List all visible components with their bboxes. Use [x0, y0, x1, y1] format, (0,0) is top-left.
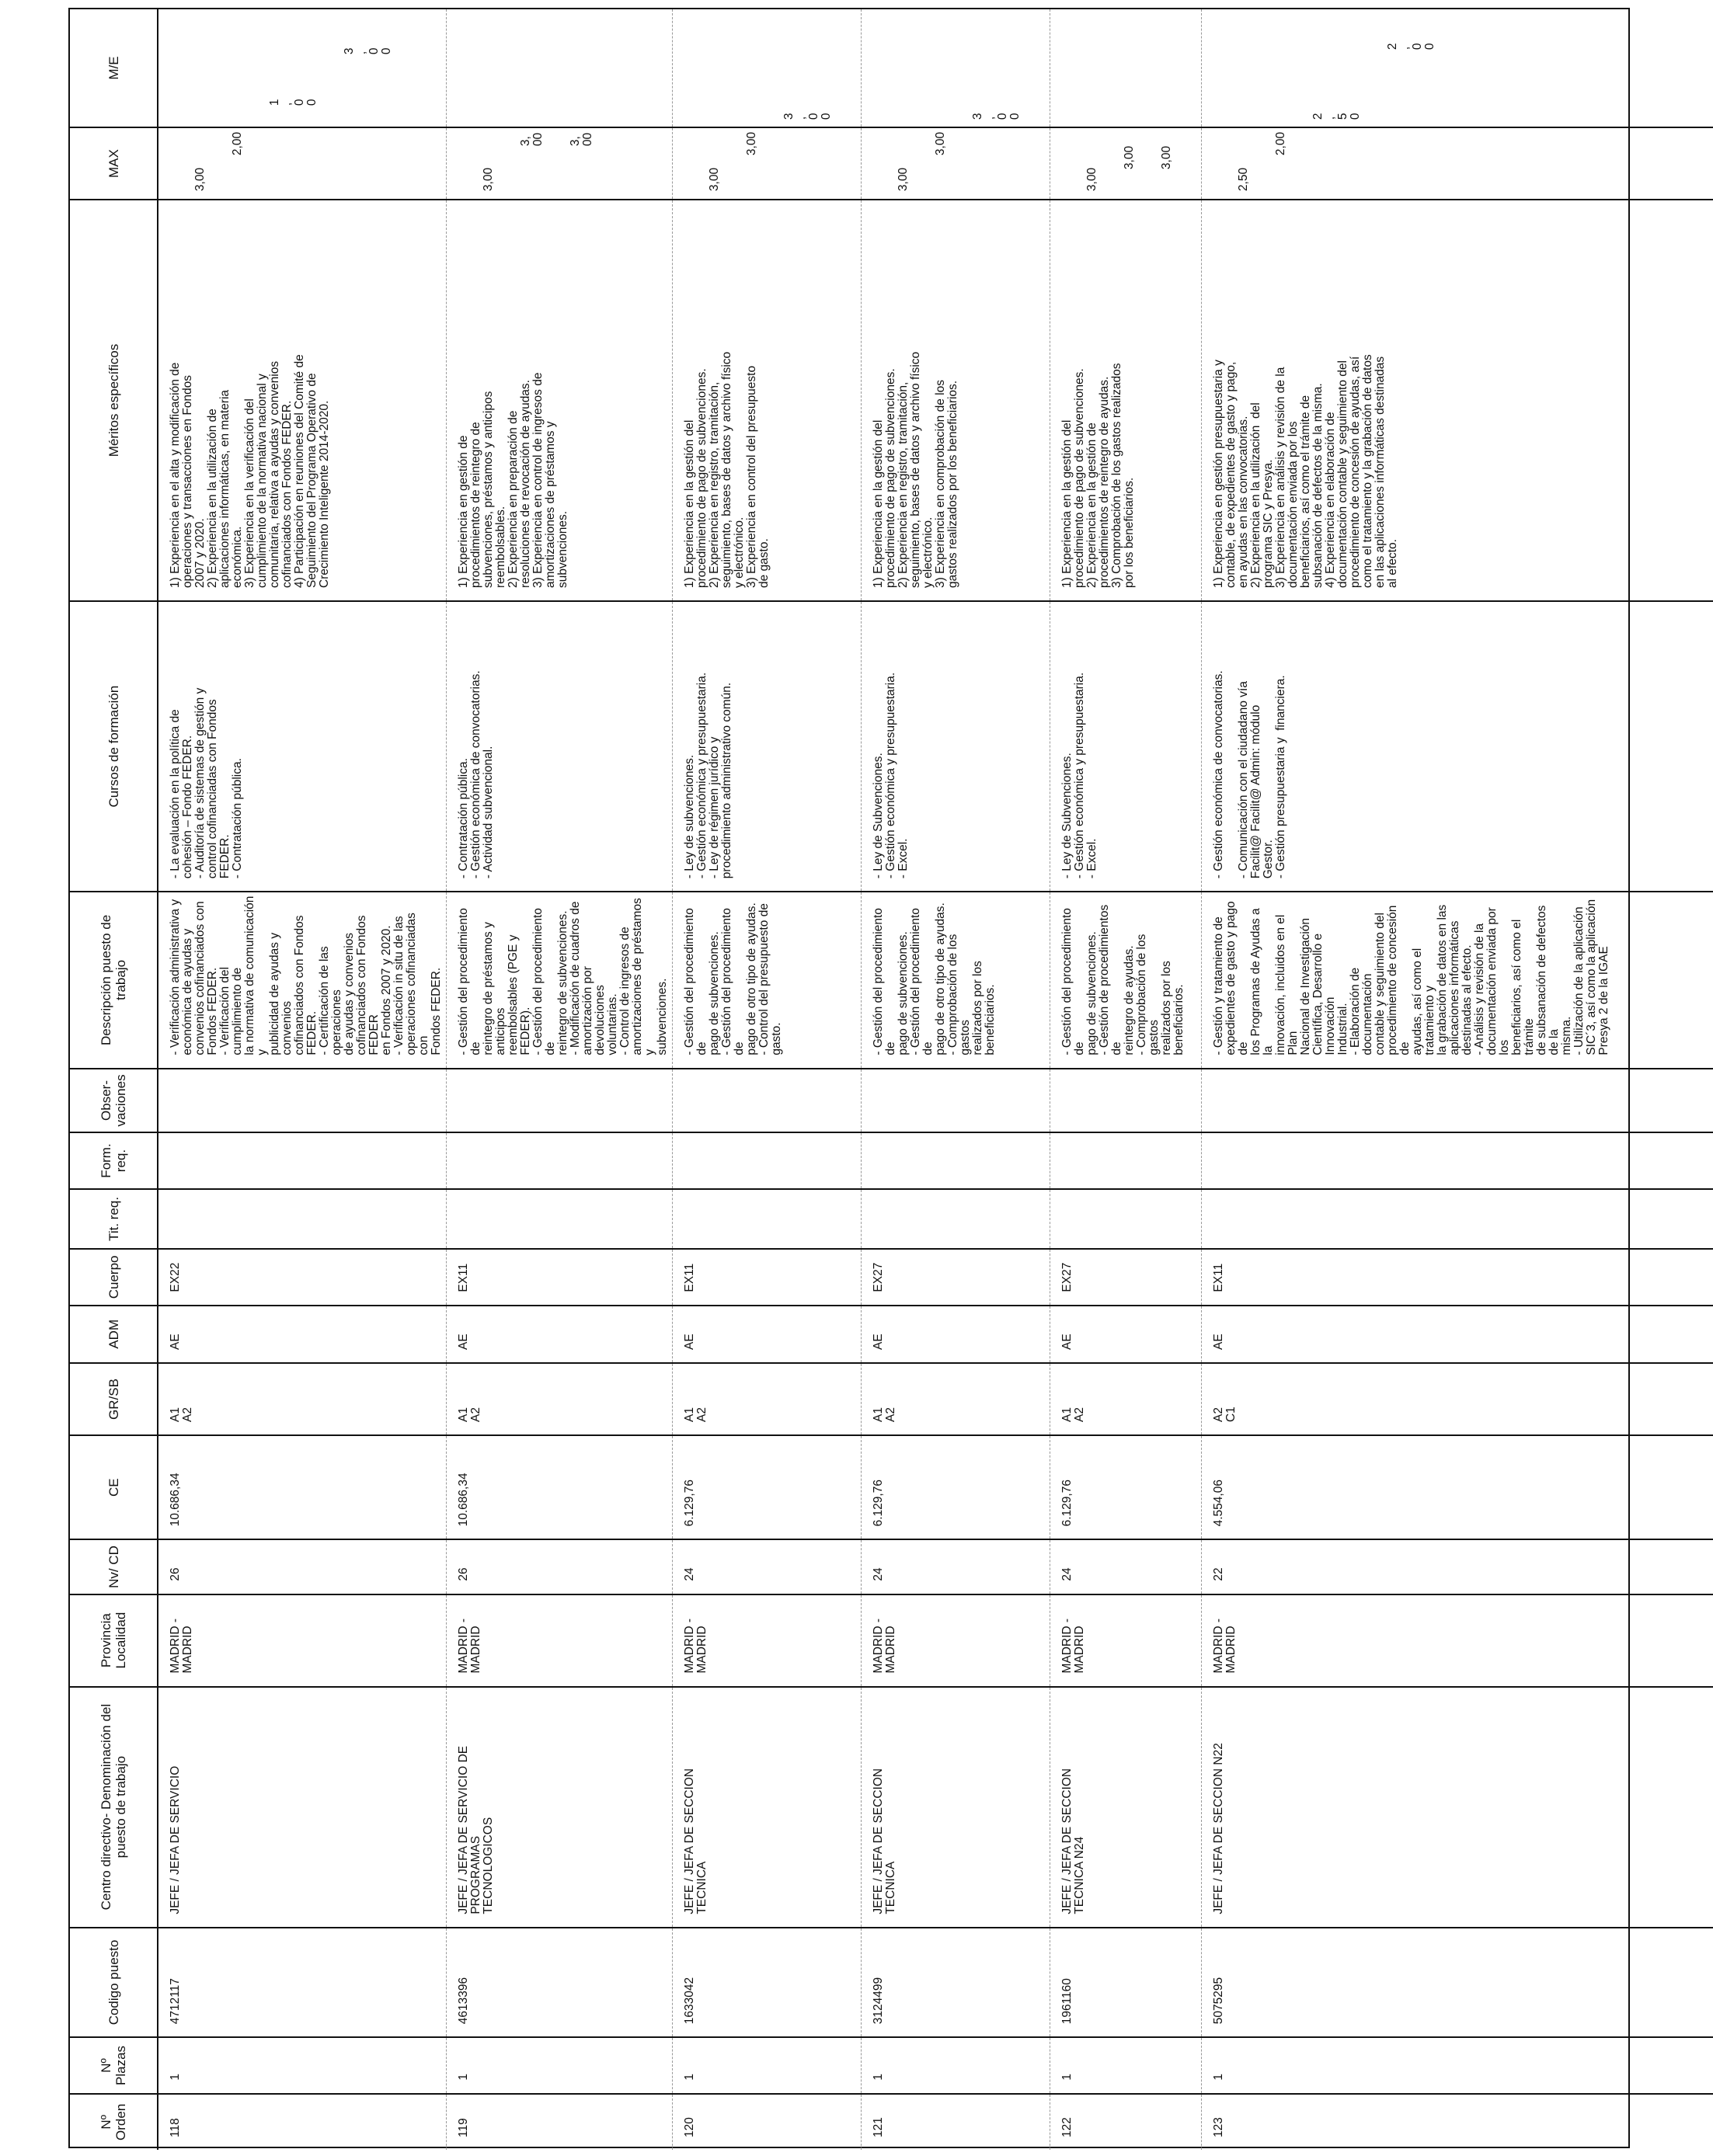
cell-provincia: MADRID - MADRID — [1050, 1594, 1202, 1687]
cell-grsb: A1 A2 — [447, 1363, 673, 1435]
cell-meritos: 1) Experiencia en la gestión del procedimiento de pago de subvenciones. 2) Experiencia en registro, tramitación, seguimiento, bases de datos y archivo físico y electrónico. 3) Experiencia en control del presupuesto de gasto. — [673, 200, 862, 601]
cell-max: 3,00 2,00 1,00 3,00 — [158, 127, 447, 200]
cell-centro: JEFE / JEFA DE SECCION TECNICA — [673, 1687, 862, 1928]
header-centro: Centro directivo- Denominación del puesto de trabajo — [70, 1687, 158, 1928]
cell-ce: 10.686,34 — [158, 1435, 447, 1539]
cell-obs — [1050, 1069, 1202, 1133]
header-max: MAX — [70, 127, 158, 200]
cell-orden: 123 — [1202, 2094, 1713, 2150]
header-tit: Tit. req. — [70, 1189, 158, 1250]
cell-provincia: MADRID - MADRID — [862, 1594, 1050, 1687]
header-cuerpo: Cuerpo — [70, 1249, 158, 1305]
cell-plazas: 1 — [862, 2037, 1050, 2093]
cell-codigo: 5075295 — [1202, 1928, 1713, 2038]
cell-orden: 122 — [1050, 2094, 1202, 2150]
cell-obs — [1202, 1069, 1713, 1133]
cell-nv: 26 — [447, 1539, 673, 1594]
header-codigo: Codigo puesto — [70, 1928, 158, 2038]
max-value: 2,50 — [1237, 167, 1250, 192]
table-row — [1050, 9, 1202, 2150]
cell-centro: JEFE / JEFA DE SECCION TECNICA — [862, 1687, 1050, 1928]
max-value: 3,00 — [1085, 167, 1098, 192]
header-cursos: Cursos de formación — [70, 601, 158, 892]
header-nv: Nv/ CD — [70, 1539, 158, 1594]
header-plazas: Nº Plazas — [70, 2037, 158, 2093]
table-row — [158, 9, 447, 2150]
cell-meritos: 1) Experiencia en el alta y modificación de operaciones y transacciones en Fondos 2007 y 2020. 2) Experiencia en la utilización de aplicaciones informáticas, en materia económica. 3) Experiencia en la verificación del cumplimiento de la normativa nacional y comunitaria, relativa a ayudas y convenios cofinanciados con Fondos FEDER. 4) Participación en reuniones del Comité de Seguimiento del Programa Operativo de Crecimiento Inteligente 2014-2020. — [158, 200, 447, 601]
header-form: Form. req. — [70, 1132, 158, 1188]
cell-grsb: A1 A2 — [158, 1363, 447, 1435]
header-row — [70, 9, 158, 2150]
cell-meritos: 1) Experiencia en la gestión del procedimiento de pago de subvenciones. 2) Experiencia en la gestión de procedimientos de reintegro de ayudas. 3) Comprobación de los gastos realizados por los beneficiarios. — [1050, 200, 1202, 601]
cell-tit — [158, 1189, 447, 1250]
cell-meritos: 1) Experiencia en gestión de procedimientos de reintegro de subvenciones, préstamos y anticipos reembolsables. 2) Experiencia en preparación de resoluciones de revocación de ayudas. 3) Experiencia en control de ingresos de amortizaciones de préstamos y subvenciones. — [447, 200, 673, 601]
cell-nv: 24 — [862, 1539, 1050, 1594]
cell-codigo: 4712117 — [158, 1928, 447, 2038]
cell-cursos: - Ley de Subvenciones. - Gestión económica y presupuestaria. - Excel. — [862, 601, 1050, 892]
cell-obs — [862, 1069, 1050, 1133]
cell-orden: 119 — [447, 2094, 673, 2150]
cell-max — [447, 127, 673, 200]
cell-me — [1050, 9, 1202, 127]
cell-provincia: MADRID - MADRID — [158, 1594, 447, 1687]
cell-orden: 121 — [862, 2094, 1050, 2150]
cell-adm: AE — [158, 1306, 447, 1363]
cell-orden: 120 — [673, 2094, 862, 2150]
cell-form — [862, 1132, 1050, 1188]
max-value: 3,00 — [482, 167, 495, 192]
header-grsb: GR/SB — [70, 1363, 158, 1435]
cell-form — [673, 1132, 862, 1188]
max-value: 3,00 — [1123, 145, 1136, 170]
rotated-table-wrapper — [70, 9, 1631, 2150]
cell-me — [862, 9, 1050, 127]
cell-tit — [862, 1189, 1050, 1250]
max-value: 3,00 — [193, 167, 207, 192]
max-value: 3,00 — [1160, 145, 1173, 170]
cell-form — [1202, 1132, 1713, 1188]
max-value: 3,00 — [934, 131, 947, 156]
cell-ce: 6.129,76 — [1050, 1435, 1202, 1539]
cell-me — [1202, 9, 1713, 127]
cell-codigo: 4613396 — [447, 1928, 673, 2038]
cell-codigo: 1961160 — [1050, 1928, 1202, 2038]
cell-form — [158, 1132, 447, 1188]
cell-descripcion: - Gestión y tratamiento de expedientes de gasto y pago de los Programas de Ayudas a la innovación, incluidos en el Plan Nacional de Investigación Científica, Desarrollo e Innovación Industrial. - Elaboración de documentación contable y seguimiento del procedimiento de concesión de ayudas, así como el tratamiento y la grabación de datos en las aplicaciones informáticas destinadas al efecto. - Análisis y revisión de la documentación enviada por los beneficiarios, así como el trámite de subsanación de defectos de la misma. - Utilización de la aplicación SIC´3, así como la aplicación Presya 2 de la IGAE — [1202, 892, 1713, 1068]
cell-adm: AE — [1202, 1306, 1713, 1363]
cell-obs — [673, 1069, 862, 1133]
cell-me — [158, 9, 447, 127]
cell-grsb: A2 C1 — [1202, 1363, 1713, 1435]
header-provincia: Provincia Localidad — [70, 1594, 158, 1687]
cell-centro: JEFE / JEFA DE SECCION TECNICA N24 — [1050, 1687, 1202, 1928]
max-value: 2,00 — [1274, 131, 1287, 156]
header-adm: ADM — [70, 1306, 158, 1363]
header-ce: CE — [70, 1435, 158, 1539]
cell-nv: 24 — [673, 1539, 862, 1594]
table-row — [862, 9, 1050, 2150]
cell-provincia: MADRID - MADRID — [1202, 1594, 1713, 1687]
table-row — [1202, 9, 1713, 2150]
cell-provincia: MADRID - MADRID — [447, 1594, 673, 1687]
cell-adm: AE — [447, 1306, 673, 1363]
table-row — [673, 9, 862, 2150]
max-value: 3,00 — [897, 167, 910, 192]
cell-codigo: 1633042 — [673, 1928, 862, 2038]
cell-cursos: - Ley de Subvenciones. - Gestión económica y presupuestaria. - Excel. — [1050, 601, 1202, 892]
cell-plazas: 1 — [447, 2037, 673, 2093]
cell-obs — [158, 1069, 447, 1133]
cell-cuerpo: EX27 — [1050, 1249, 1202, 1305]
cell-centro: JEFE / JEFA DE SERVICIO DE PROGRAMAS TECNOLOGICOS — [447, 1687, 673, 1928]
cell-ce: 4.554,06 — [1202, 1435, 1713, 1539]
cell-max: 3,00 3,00 3,00 — [862, 127, 1050, 200]
cell-descripcion: - Gestión del procedimiento de pago de subvenciones. - Gestión del procedimiento de pago de otro tipo de ayudas. - Comprobación de los gastos realizados por los beneficiarios. — [862, 892, 1050, 1068]
cell-max: 2,50 2,00 2,50 2,00 — [1202, 127, 1713, 200]
cell-centro: JEFE / JEFA DE SECCION N22 — [1202, 1687, 1713, 1928]
cell-descripcion: - Gestión del procedimiento de reintegro de préstamos y anticipos reembolsables (PGE y FEDER). - Gestión del procedimiento de reintegro de subvenciones. - Modificación de cuadros de amortización por devoluciones voluntarias. - Control de ingresos de amortizaciones de préstamos y subvenciones. — [447, 892, 673, 1068]
cell-adm: AE — [673, 1306, 862, 1363]
cell-nv: 22 — [1202, 1539, 1713, 1594]
cell-plazas: 1 — [158, 2037, 447, 2093]
header-orden: Nº Orden — [70, 2094, 158, 2150]
cell-plazas: 1 — [1050, 2037, 1202, 2093]
cell-ce: 6.129,76 — [862, 1435, 1050, 1539]
cell-obs — [447, 1069, 673, 1133]
cell-ce: 10.686,34 — [447, 1435, 673, 1539]
cell-cursos: - Gestión económica de convocatorias. - Comunicación con el ciudadano vía Facilit@ Facilit@ Admin: módulo Gestor. - Gestión presupuestaria y financiera. — [1202, 601, 1713, 892]
max-value: 3,00 — [708, 167, 721, 192]
vacancy-table — [70, 9, 1713, 2150]
max-value: 2,00 — [231, 131, 244, 156]
max-value: 3,00 — [519, 132, 545, 147]
cell-tit — [1202, 1189, 1713, 1250]
header-meritos: Méritos específicos — [70, 200, 158, 601]
cell-centro: JEFE / JEFA DE SERVICIO — [158, 1687, 447, 1928]
cell-tit — [673, 1189, 862, 1250]
cell-cursos: - La evaluación en la política de cohesión – Fondo FEDER. - Auditoría de sistemas de gestión y control cofinanciadas con Fondos FEDER. - Contratación pública. — [158, 601, 447, 892]
cell-grsb: A1 A2 — [862, 1363, 1050, 1435]
cell-cuerpo: EX11 — [447, 1249, 673, 1305]
cell-provincia: MADRID - MADRID — [673, 1594, 862, 1687]
max-value: 3,00 — [569, 132, 594, 147]
cell-cuerpo: EX11 — [673, 1249, 862, 1305]
cell-meritos: 1) Experiencia en gestión presupuestaria y contable, de expedientes de gasto y pago, en ayudas en las convocatorias. 2) Experiencia en la utilización del programa SIC y Presya. 3) Experiencia en análisis y revisión de la documentación enviada por los beneficiarios, así como el trámite de subsanación de defectos de la misma. 4) Experiencia en elaboración de documentación contable y seguimiento del procedimiento de concesión de ayudas, así como el tratamiento y la grabación de datos en las aplicaciones informáticas destinadas al efecto. — [1202, 200, 1713, 601]
cell-adm: AE — [862, 1306, 1050, 1363]
cell-grsb: A1 A2 — [1050, 1363, 1202, 1435]
cell-adm: AE — [1050, 1306, 1202, 1363]
cell-meritos: 1) Experiencia en la gestión del procedimiento de pago de subvenciones. 2) Experiencia en registro, tramitación, seguimiento, bases de datos y archivo físico y electrónico. 3) Experiencia en comprobación de los gastos realizados por los beneficiarios. — [862, 200, 1050, 601]
cell-cursos: - Ley de subvenciones. - Gestión económica y presupuestaria. - Ley de régimen jurídico y procedimiento administrativo común. — [673, 601, 862, 892]
cell-plazas: 1 — [1202, 2037, 1713, 2093]
header-descripcion: Descripción puesto de trabajo — [70, 892, 158, 1068]
cell-me — [673, 9, 862, 127]
cell-descripcion: - Verificación administrativa y económica de ayudas y convenios cofinanciados con Fondos FEDER. - Verificación del cumplimiento de la normativa de comunicación y publicidad de ayudas y convenios cofinanciados con Fondos FEDER. - Certificación de las operaciones de ayudas y convenios cofinanciados con Fondos FEDER en Fondos 2007 y 2020. - Verificación in situ de las operaciones cofinanciadas con Fondos FEDER. — [158, 892, 447, 1068]
cell-descripcion: - Gestión del procedimiento de pago de subvenciones. - Gestión del procedimiento de pago de otro tipo de ayudas. - Control del presupuesto de gasto. — [673, 892, 862, 1068]
cell-ce: 6.129,76 — [673, 1435, 862, 1539]
cell-cuerpo: EX22 — [158, 1249, 447, 1305]
cell-nv: 26 — [158, 1539, 447, 1594]
max-value: 3,00 — [745, 131, 758, 156]
cell-orden: 118 — [158, 2094, 447, 2150]
cell-plazas: 1 — [673, 2037, 862, 2093]
cell-cuerpo: EX11 — [1202, 1249, 1713, 1305]
cell-form — [447, 1132, 673, 1188]
cell-codigo: 3124499 — [862, 1928, 1050, 2038]
document-page — [68, 8, 1630, 2148]
cell-me — [447, 9, 673, 127]
cell-cursos: - Contratación pública. - Gestión económica de convocatorias. - Actividad subvencional. — [447, 601, 673, 892]
cell-max: 3,00 3,00 3,00 — [673, 127, 862, 200]
cell-cuerpo: EX27 — [862, 1249, 1050, 1305]
cell-max — [1050, 127, 1202, 200]
cell-descripcion: - Gestión del procedimiento de pago de subvenciones. - Gestión de procedimientos de reintegro de ayudas. - Comprobación de los gastos realizados por los beneficiarios. — [1050, 892, 1202, 1068]
cell-nv: 24 — [1050, 1539, 1202, 1594]
header-me: M/E — [70, 9, 158, 127]
cell-tit — [1050, 1189, 1202, 1250]
table-row — [447, 9, 673, 2150]
cell-grsb: A1 A2 — [673, 1363, 862, 1435]
cell-form — [1050, 1132, 1202, 1188]
cell-tit — [447, 1189, 673, 1250]
header-obs: Obser- vaciones — [70, 1069, 158, 1133]
